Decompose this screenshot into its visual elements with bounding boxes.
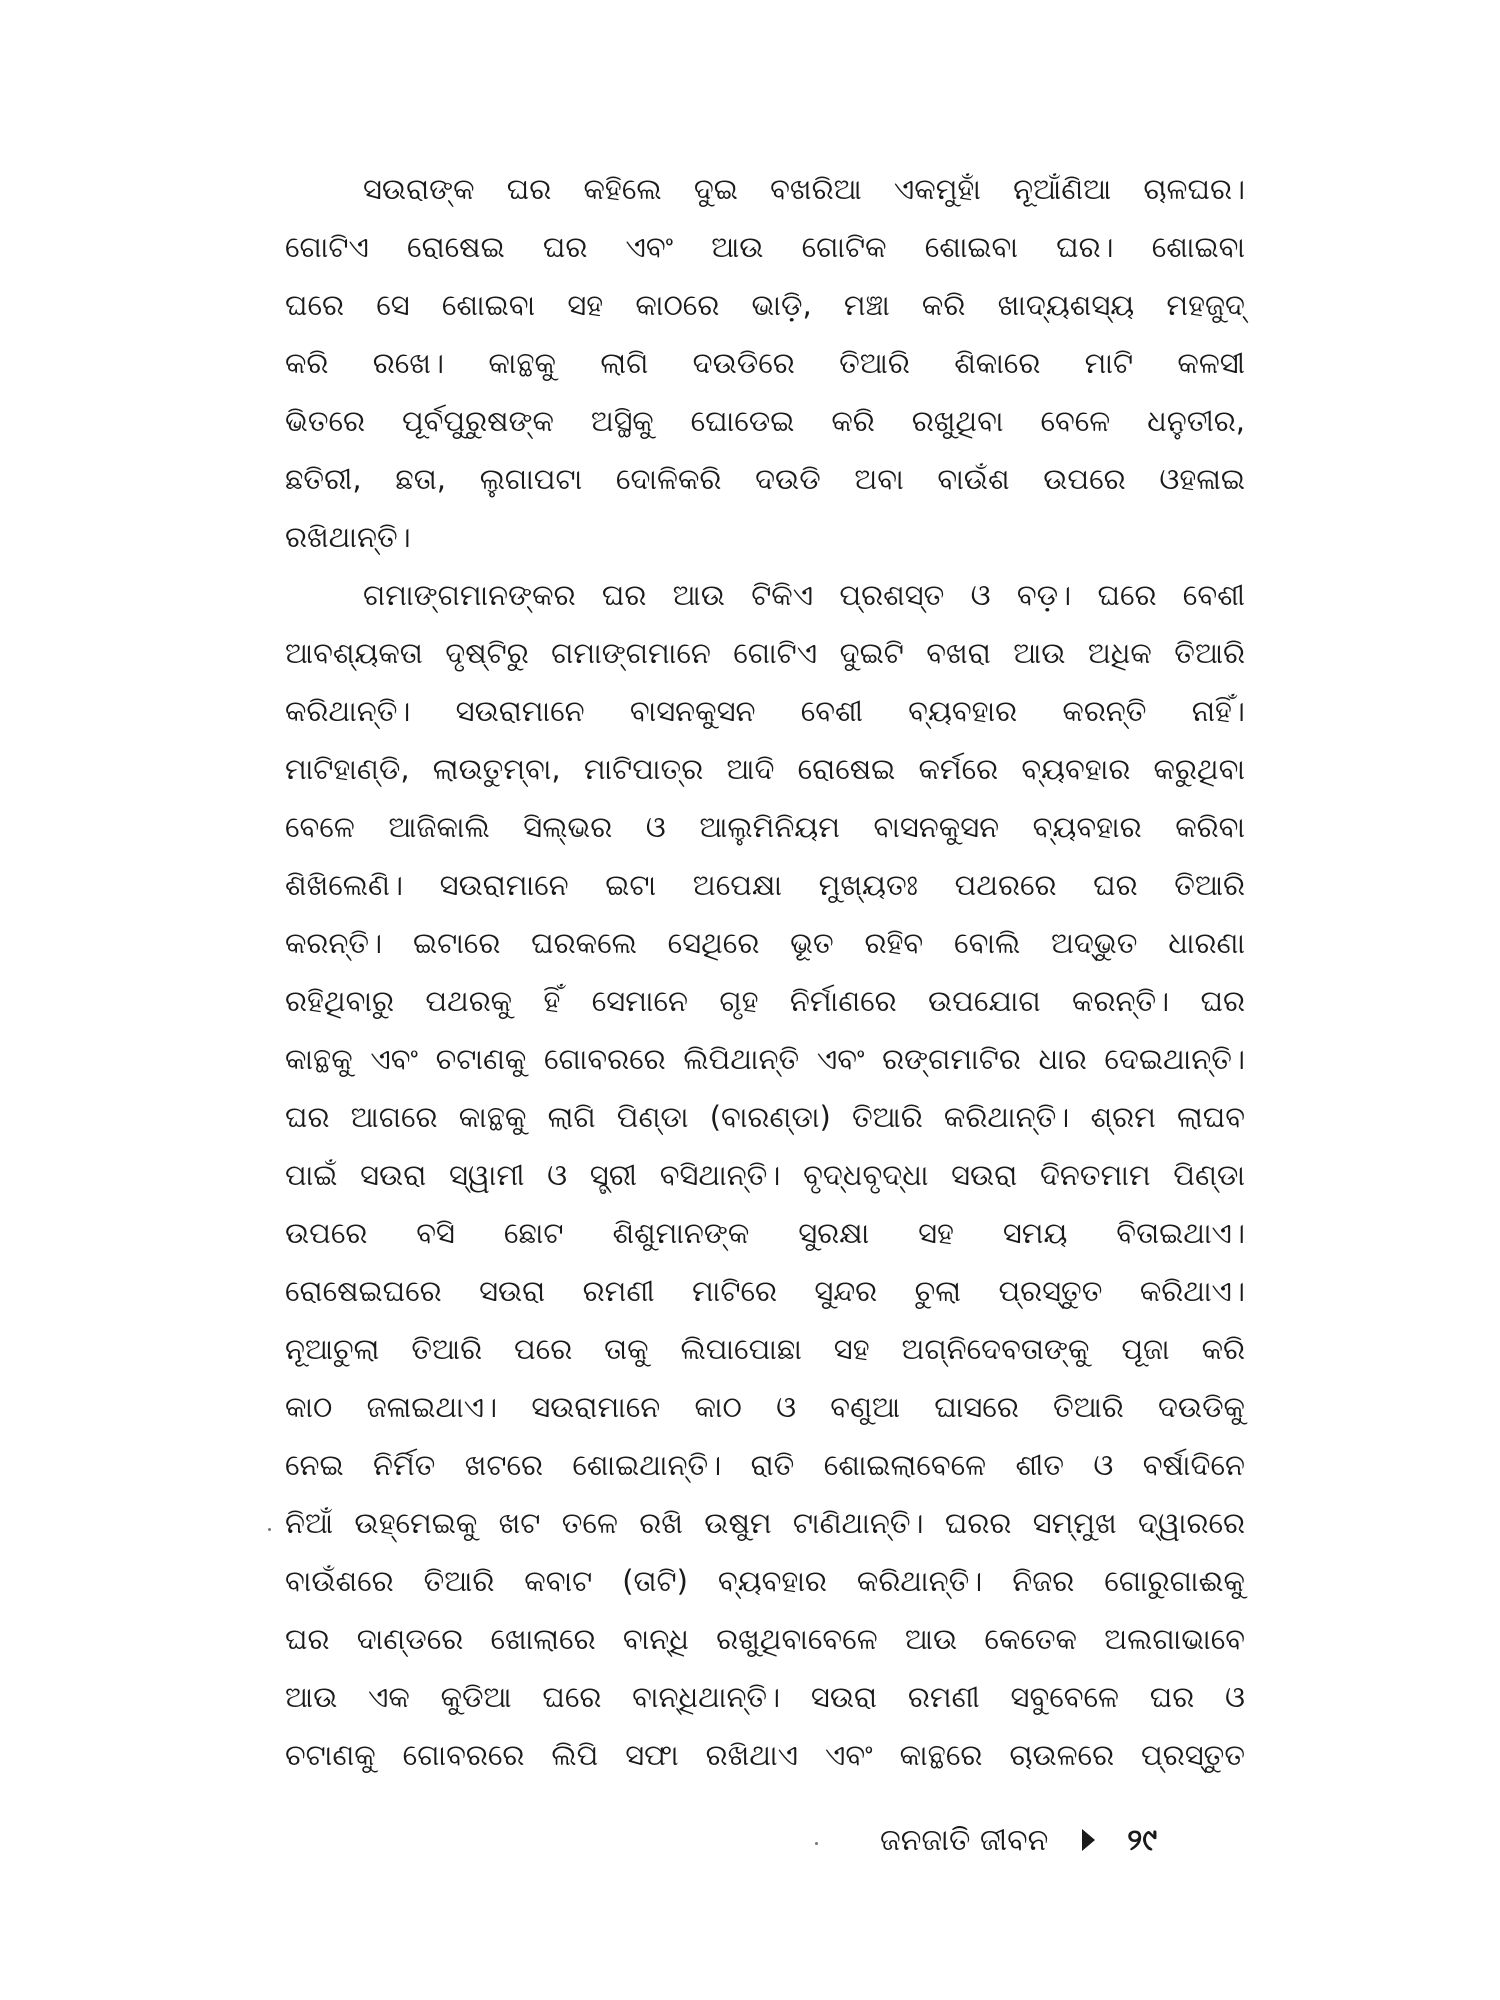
text-line: କାନ୍ଥକୁ ଏବଂ ଚଟାଣକୁ ଗୋବରରେ ଲିପିଥାନ୍ତି ଏବଂ ରଙ୍ଗମାଟିର ଧାର ଦେଇଥାନ୍ତି। xyxy=(285,1042,1245,1076)
text-line: ପାଇଁ ସଉରା ସ୍ୱାମୀ ଓ ସ୍ତ୍ରୀ ବସିଥାନ୍ତି। ବୃଦ୍ଧବୃଦ୍ଧା ସଉରା ଦିନତମାମ ପିଣ୍ଡା xyxy=(285,1158,1245,1192)
text-line: ଉପରେ ବସି ଛୋଟ ଶିଶୁମାନଙ୍କ ସୁରକ୍ଷା ସହ ସମୟ ବିତାଇଥାଏ। xyxy=(285,1216,1245,1250)
text-line: କରି ରଖେ। କାନ୍ଥକୁ ଲାଗି ଦଉଡିରେ ତିଆରି ଶିକାରେ ମାଟି କଳସୀ xyxy=(285,346,1245,380)
text-line: ଆଉ ଏକ କୁଡିଆ ଘରେ ବାନ୍ଧିଥାନ୍ତି। ସଉରା ରମଣୀ ସବୁବେଳେ ଘର ଓ xyxy=(285,1680,1245,1714)
text-line: ରଖିଥାନ୍ତି। xyxy=(285,520,411,554)
text-line: ଗୋଟିଏ ରୋଷେଇ ଘର ଏବଂ ଆଉ ଗୋଟିକ ଶୋଇବା ଘର। ଶୋଇବା xyxy=(285,230,1245,264)
page-number: ୨୯ xyxy=(1127,1822,1158,1858)
body-text xyxy=(285,160,1245,1784)
text-line: ଛତିରୀ, ଛତା, ଲୁଗାପଟା ଦୋଳିକରି ଦଉଡି ଅବା ବାଉଁଶ ଉପରେ ଓହଳାଇ xyxy=(285,462,1245,496)
text-line: ବାଉଁଶରେ ତିଆରି କବାଟ (ତାଟି) ବ୍ୟବହାର କରିଥାନ୍ତି। ନିଜର ଗୋରୁଗାଈକୁ xyxy=(285,1564,1245,1598)
text-line: ଆବଶ୍ୟକତା ଦୃଷ୍ଟିରୁ ଗମାଙ୍ଗମାନେ ଗୋଟିଏ ଦୁଇଟି ବଖରା ଆଉ ଅଧିକ ତିଆରି xyxy=(285,636,1245,670)
text-line: ମାଟିହାଣ୍ଡି, ଲାଉତୁମ୍ବା, ମାଟିପାତ୍ର ଆଦି ରୋଷେଇ କର୍ମରେ ବ୍ୟବହାର କରୁଥିବା xyxy=(285,752,1245,786)
text-line: ନୂଆଚୁଲା ତିଆରି ପରେ ତାକୁ ଲିପାପୋଛା ସହ ଅଗ୍ନିଦେବତାଙ୍କୁ ପୂଜା କରି xyxy=(285,1332,1245,1366)
text-line: ଘରେ ସେ ଶୋଇବା ସହ କାଠରେ ଭାଡ଼ି, ମଞ୍ଚା କରି ଖାଦ୍ୟଶସ୍ୟ ମହଜୁଦ୍ xyxy=(285,288,1245,322)
text-line: ସଉରାଙ୍କ ଘର କହିଲେ ଦୁଇ ବଖରିଆ ଏକମୁହାଁ ନୂଆଁଣିଆ ଚାଳଘର। xyxy=(363,172,1245,206)
text-line: ଘର ଦାଣ୍ଡରେ ଖୋଲାରେ ବାନ୍ଧି ରଖୁଥିବାବେଳେ ଆଉ କେତେକ ଅଲଗାଭାବେ xyxy=(285,1622,1245,1656)
text-line: ଭିତରେ ପୂର୍ବପୁରୁଷଙ୍କ ଅସ୍ଥିକୁ ଘୋଡେଇ କରି ରଖୁଥିବା ବେଳେ ଧନୁତୀର, xyxy=(285,404,1245,438)
text-line: ନିଆଁ ଉହ୍ମେଇକୁ ଖଟ ତଳେ ରଖି ଉଷୁମ ଟାଣିଥାନ୍ତି। ଘରର ସମ୍ମୁଖ ଦ୍ୱାରରେ xyxy=(285,1506,1245,1540)
text-line: ବେଳେ ଆଜିକାଲି ସିଲ୍‌ଭର ଓ ଆଲୁମିନିୟମ ବାସନକୁସନ ବ୍ୟବହାର କରିବା xyxy=(285,810,1245,844)
text-line: ଚଟାଣକୁ ଗୋବରରେ ଲିପି ସଫା ରଖିଥାଏ ଏବଂ କାନ୍ଥରେ ଚାଉଳରେ ପ୍ରସ୍ତୁତ xyxy=(285,1738,1245,1772)
paragraph-2 xyxy=(285,566,1245,1784)
text-line: କାଠ ଜଳାଇଥାଏ। ସଉରାମାନେ କାଠ ଓ ବଣୁଆ ଘାସରେ ତିଆରି ଦଉଡିକୁ xyxy=(285,1390,1245,1424)
text-line: କରନ୍ତି। ଇଟାରେ ଘରକଲେ ସେଥିରେ ଭୂତ ରହିବ ବୋଲି ଅଦ୍ଭୁତ ଧାରଣା xyxy=(285,926,1245,960)
text-line: କରିଥାନ୍ତି। ସଉରାମାନେ ବାସନକୁସନ ବେଶୀ ବ୍ୟବହାର କରନ୍ତି ନାହିଁ। xyxy=(285,694,1245,728)
running-title: ଜନଜାତି ଜୀବନ xyxy=(880,1822,1049,1858)
text-line: ରୋଷେଇଘରେ ସଉରା ରମଣୀ ମାଟିରେ ସୁନ୍ଦର ଚୁଲା ପ୍ରସ୍ତୁତ କରିଥାଏ। xyxy=(285,1274,1245,1308)
text-line: ଗମାଙ୍ଗମାନଙ୍କର ଘର ଆଉ ଟିକିଏ ପ୍ରଶସ୍ତ ଓ ବଡ଼। ଘରେ ବେଶୀ xyxy=(363,578,1245,612)
text-line: ଘର ଆଗରେ କାନ୍ଥକୁ ଲାଗି ପିଣ୍ଡା (ବାରଣ୍ଡା) ତିଆରି କରିଥାନ୍ତି। ଶ୍ରମ ଲାଘବ xyxy=(285,1100,1245,1134)
page-footer xyxy=(880,1815,1260,1865)
paragraph-1 xyxy=(285,160,1245,566)
right-triangle-icon xyxy=(1082,1829,1095,1851)
text-line: ରହିଥିବାରୁ ପଥରକୁ ହିଁ ସେମାନେ ଗୃହ ନିର୍ମାଣରେ ଉପଯୋଗ କରନ୍ତି। ଘର xyxy=(285,984,1245,1018)
text-line: ଶିଖିଲେଣି। ସଉରାମାନେ ଇଟା ଅପେକ୍ଷା ମୁଖ୍ୟତଃ ପଥରରେ ଘର ତିଆରି xyxy=(285,868,1245,902)
print-speck xyxy=(268,1528,271,1531)
text-line: ନେଇ ନିର୍ମିତ ଖଟରେ ଶୋଇଥାନ୍ତି। ରାତି ଶୋଇଲାବେଳେ ଶୀତ ଓ ବର୍ଷାଦିନେ xyxy=(285,1448,1245,1482)
print-speck xyxy=(815,1842,818,1845)
